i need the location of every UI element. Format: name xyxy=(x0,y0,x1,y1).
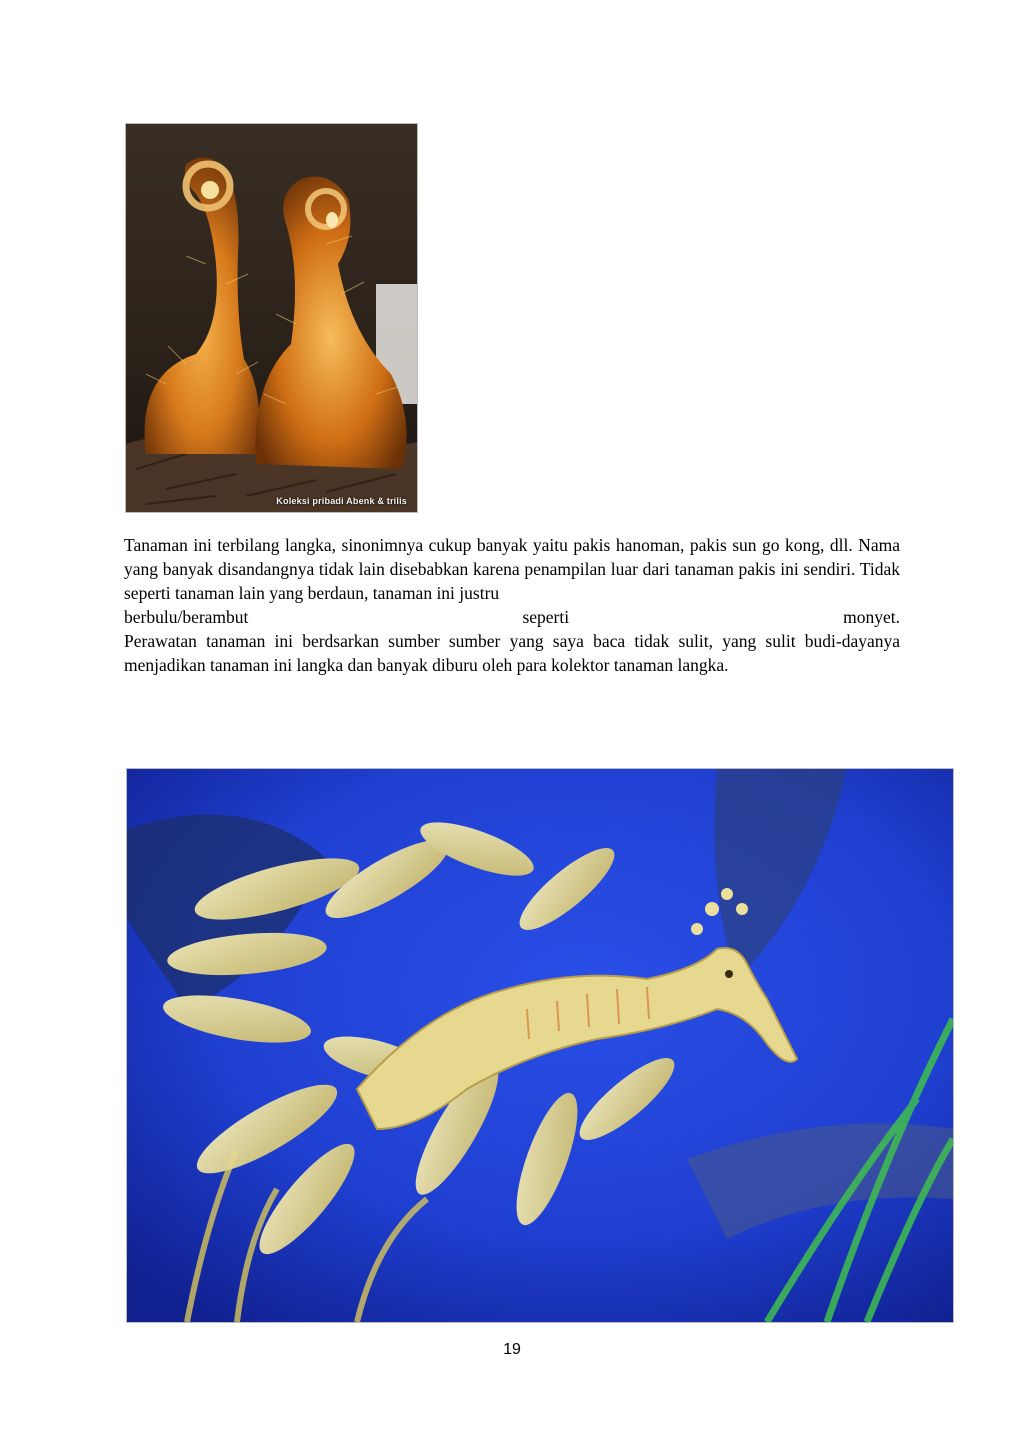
photo-watermark: Koleksi pribadi Abenk & trilis xyxy=(276,496,407,506)
paragraph-2: Perawatan tanaman ini berdsarkan sumber sumber yang saya baca tidak sulit, yang sulit budi-dayanya menjadikan tanaman ini langka dan banyak diburu oleh para kolektor tanaman langka. xyxy=(124,631,900,675)
page-number: 19 xyxy=(503,1341,521,1358)
article-body xyxy=(124,533,900,677)
paragraph-1-last-line: berbulu/berambut seperti monyet. xyxy=(124,607,900,627)
paragraph-1-main: Tanaman ini terbilang langka, sinonimnya cukup banyak yaitu pakis hanoman, pakis sun go kong, dll. Nama yang banyak disandangnya tidak lain disebabkan karena penampilan luar dari tanaman pakis ini sendiri. Tidak seperti tanaman lain yang berdaun, tanaman ini justru xyxy=(124,535,900,603)
fern-illustration xyxy=(126,124,417,512)
seadragon-photo xyxy=(126,768,954,1323)
seadragon-illustration xyxy=(127,769,953,1322)
fern-photo xyxy=(125,123,418,513)
